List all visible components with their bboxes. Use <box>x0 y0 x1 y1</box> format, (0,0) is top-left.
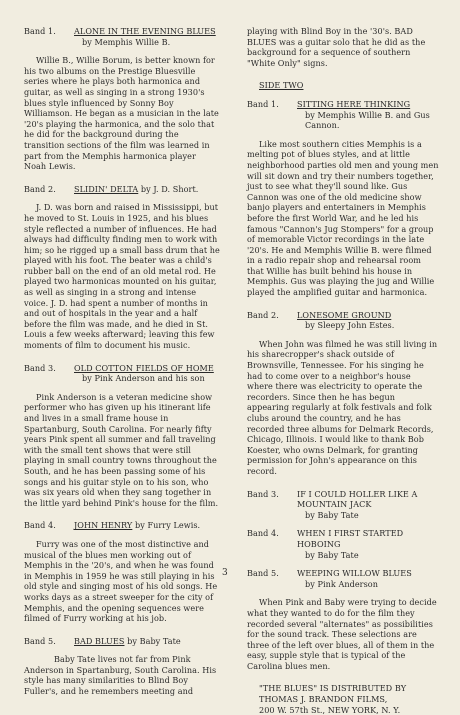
band-title: WHEN I FIRST STARTED HOBOING <box>297 528 404 549</box>
right-column <box>247 26 439 715</box>
band-performer: by Baby Tate <box>305 549 359 560</box>
distributor-line-3: 200 W. 57th St., NEW YORK, N. Y. <box>259 704 401 715</box>
band-3-description: Pink Anderson is a veteran medicine show performer who has given up his itinerant life and lives in a small frame house in Spartanburg, South Carolina. For nearly fifty years Pink spent all summer and fall traveling with the small tent shows that were still playing in small country towns throughout the South, and he has been passing some of his songs and his guitar style on to his son, who was six years old when they sang together in the little yard behind Pink's house for the film. <box>24 391 219 508</box>
band-2-heading <box>24 184 220 195</box>
continued-text: playing with Blind Boy in the '30's. BAD BLUES was a guitar solo that he did as the background for a sequence of southern "White Only" signs. <box>247 26 426 68</box>
band-performer: by Pink Anderson and his son <box>82 373 205 384</box>
band-title: IF I COULD HOLLER LIKE A MOUNTAIN JACK <box>297 488 418 510</box>
band-number: Band 1. <box>24 26 56 36</box>
band-5-description: Baby Tate lives not far from Pink Anderson in Spartanburg, South Carolina. His style has many similarities to Blind Boy Fuller's, and he remembers meeting and <box>24 654 217 697</box>
band-number: Band 3. <box>247 488 279 499</box>
side-two-band-1-description: Like most southern cities Memphis is a melting pot of blues styles, and at little neighborhood parties old men and young men will sit down and try their numbers together, just to see what they'll sound like. Gus Cannon was one of the old medicine show banjo players and entertainers in Memphis before the first World War, and he led his famous "Cannon's Jug Stompers" for a group of memorable Victor recordings in the late '20's. He and Memphis Willie B. were filmed in a radio repair shop and rehearsal room that Willie has built behind his house in Memphis. Gus was playing the jug and Willie played the amplified guitar and harmonica. <box>247 138 439 298</box>
side-two-heading: SIDE TWO <box>259 80 304 91</box>
band-performer: by Baby Tate <box>127 635 181 646</box>
side-two-band-4-heading <box>247 528 439 560</box>
band-performer: by Memphis Willie B. and Gus Cannon. <box>305 109 430 131</box>
page-number: 3 <box>222 568 228 578</box>
side-two-band-2-heading <box>247 310 439 331</box>
band-4-heading <box>24 520 220 531</box>
band-number: Band 2. <box>24 183 56 194</box>
band-number: Band 3. <box>24 362 56 373</box>
band-title: JOHN HENRY <box>74 520 133 531</box>
band-5-heading <box>24 636 220 647</box>
left-column <box>24 26 220 697</box>
band-3-heading <box>24 363 220 384</box>
band-1-description: Willie B., Willie Borum, is better known for his two albums on the Prestige Bluesville series where he plays both harmonica and guitar, as well as singing in a strong 1930's blues style influenced by Sonny Boy Williamson. He began as a musician in the late '20's playing the harmonica, and the solo that he did for the background during the transition sections of the film was learned in part from the Memphis harmonica player Noah Lewis. <box>24 55 219 172</box>
band-performer: by Baby Tate <box>305 509 359 520</box>
band-title: SITTING HERE THINKING <box>297 98 411 109</box>
band-number: Band 5. <box>247 568 279 579</box>
band-number: Band 4. <box>247 528 279 539</box>
band-number: Band 4. <box>24 520 56 531</box>
band-performer: by J. D. Short. <box>140 183 199 194</box>
distributor-line-1: "THE BLUES" IS DISTRIBUTED BY <box>259 683 407 694</box>
band-2-description: J. D. was born and raised in Mississippi, but he moved to St. Louis in 1925, and his blues style reflected a number of influences. He had always had difficulty finding men to work with him; so he rigged up a small bass drum that he played with his foot. The beater was a child's rubber ball on the end of an old metal rod. He played two harmonicas mounted on his guitar, as well as singing in a strong and intense voice. J. D. had spent a number of months in and out of hospitals in the year and a half before the film was made, and he died in St. Louis a few weeks afterward; leaving this few moments of film to document his music. <box>24 202 220 351</box>
band-number: Band 1. <box>247 98 279 109</box>
distributor-line-2: THOMAS J. BRANDON FILMS, <box>259 694 388 705</box>
band-1-heading <box>24 26 220 47</box>
band-number: Band 5. <box>24 635 56 646</box>
side-two-band-3-heading <box>247 489 439 521</box>
band-performer: by Sleepy John Estes. <box>305 320 395 331</box>
band-title: BAD BLUES <box>74 635 125 646</box>
band-performer: by Pink Anderson <box>305 578 378 589</box>
band-title: OLD COTTON FIELDS OF HOME <box>74 362 214 373</box>
band-title: SLIDIN' DELTA <box>74 183 139 194</box>
band-performer: by Furry Lewis. <box>134 520 201 531</box>
band-performer: by Memphis Willie B. <box>82 36 171 47</box>
band-title: ALONE IN THE EVENING BLUES <box>74 26 216 36</box>
side-two-band-2-description: When John was filmed he was still living in his sharecropper's shack outside of Brownsville, Tennessee. For his singing he had to come over to a neighbor's house where there was electricity to operate the recorders. Since then he has begun appearing regularly at folk festivals and folk clubs around the country, and he has recorded three albums for Delmark Records, Chicago, Illinois. I would like to thank Bob Koester, who owns Delmark, for granting permission for John's appearance on this record. <box>247 338 438 476</box>
band-4-description: Furry was one of the most distinctive and musical of the blues men working out of Memphis in the '20's, and when he was found in Memphis in 1959 he was still playing in his old style and singing most of his old songs. He works days as a street sweeper for the city of Memphis, and the opening sequences were filmed of Furry working at his job. <box>24 538 218 624</box>
closing-text: When Pink and Baby were trying to decide what they wanted to do for the film they recorded several "alternates" as possibilities for the sound track. These selections are three of the left over blues, all of them in the easy, supple style that is typical of the Carolina blues men. <box>247 597 437 671</box>
side-two-band-5-heading <box>247 568 439 589</box>
side-two-band-1-heading <box>247 99 439 131</box>
band-number: Band 2. <box>247 309 279 320</box>
band-title: WEEPING WILLOW BLUES <box>297 568 412 579</box>
band-title: LONESOME GROUND <box>297 309 392 320</box>
